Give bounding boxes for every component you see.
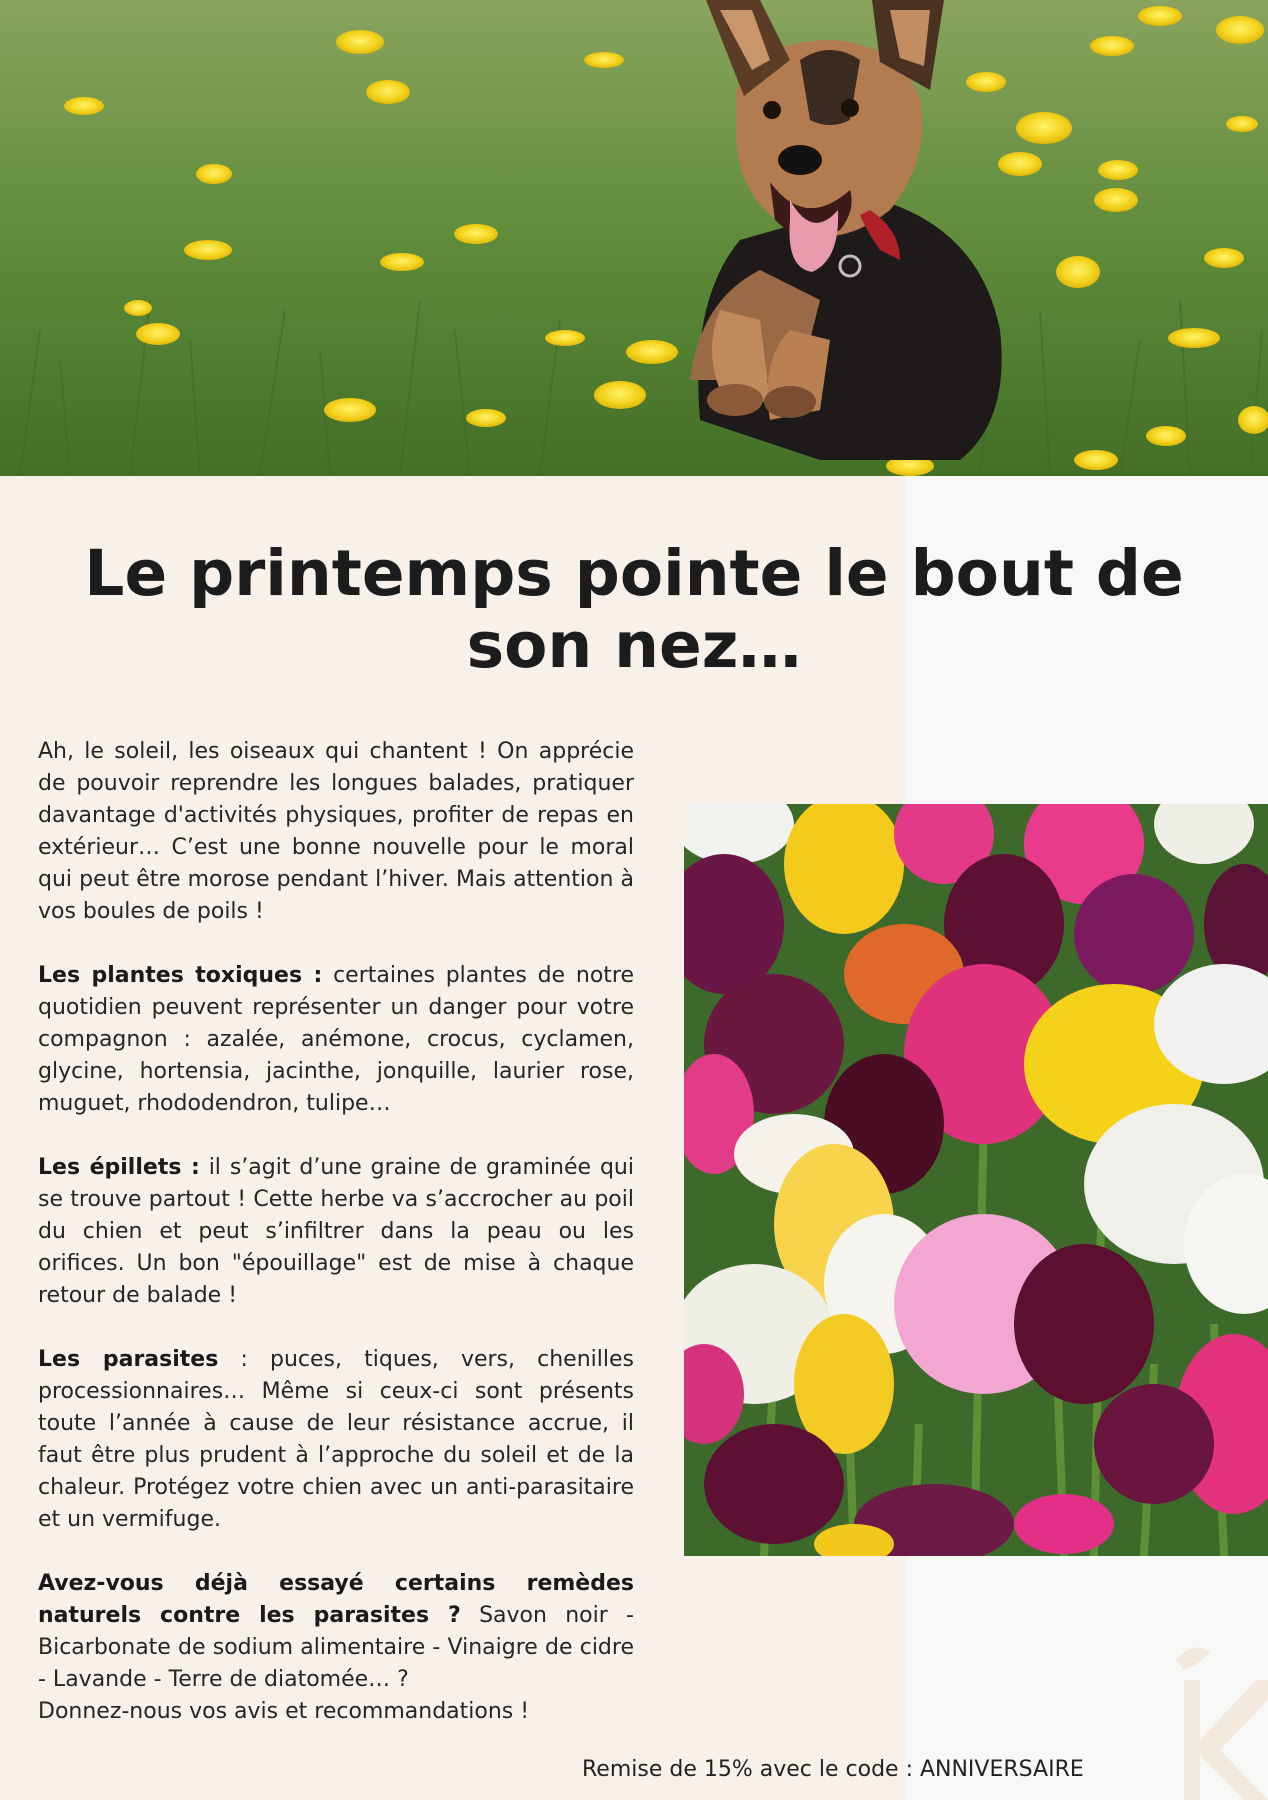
page-title: Le printemps pointe le bout de son nez… — [84, 537, 1184, 682]
section-heading: Les parasites — [38, 1347, 219, 1372]
section-text: certaines plantes de notre quotidien peuvent représenter un danger pour votre compagnon : azalée, anémone, crocus, cyclamen, glycine, hortensia, jacinthe, jonquille, laurier rose, muguet, rhododendron, tulipe… — [38, 963, 634, 1116]
section-toxic-plants — [38, 960, 634, 1120]
hero-dog-photo — [0, 0, 1268, 476]
remedies-text: Savon noir - Bicarbonate de sodium alimentaire - Vinaigre de cidre - Lavande - Terre de diatomée… ? — [38, 1603, 634, 1692]
section-text: : puces, tiques, vers, chenilles processionnaires… Même si ceux-ci sont présents toute l’année à cause de leur résistance accrue, il faut être plus prudent à l’approche du soleil et de la chaleur. Protégez votre chien avec un anti-parasitaire et un vermifuge. — [38, 1347, 634, 1532]
promo-code-banner: Remise de 15% avec le code : ANNIVERSAIRE — [582, 1757, 1084, 1782]
intro-paragraph: Ah, le soleil, les oiseaux qui chantent ! On apprécie de pouvoir reprendre les longues balades, pratiquer davantage d'activités physiques, profiter de repas en extérieur… C’est une bonne nouvelle pour le moral qui peut être morose pendant l’hiver. Mais attention à vos boules de poils ! — [38, 739, 634, 924]
remedies-heading: Avez-vous déjà essayé certains remèdes naturels contre les parasites ? — [38, 1571, 634, 1628]
section-text: il s’agit d’une graine de graminée qui se trouve partout ! Cette herbe va s’accrocher au poil du chien et peut s’infiltrer dans la peau ou les orifices. Un bon "épouillage" est de mise à chaque retour de balade ! — [38, 1155, 634, 1308]
closing-line: Donnez-nous vos avis et recommandations ! — [38, 1699, 530, 1724]
section-heading: Les épillets : — [38, 1155, 200, 1180]
hero-dog-illustration — [0, 0, 1268, 476]
article-body — [38, 736, 634, 1728]
tulips-illustration — [684, 804, 1268, 1556]
section-parasites — [38, 1344, 634, 1536]
tulips-photo — [684, 804, 1268, 1556]
section-heading: Les plantes toxiques : — [38, 963, 323, 988]
section-spikelets — [38, 1152, 634, 1312]
remedies-paragraph — [38, 1568, 634, 1728]
brand-watermark-logo — [1170, 1640, 1268, 1800]
